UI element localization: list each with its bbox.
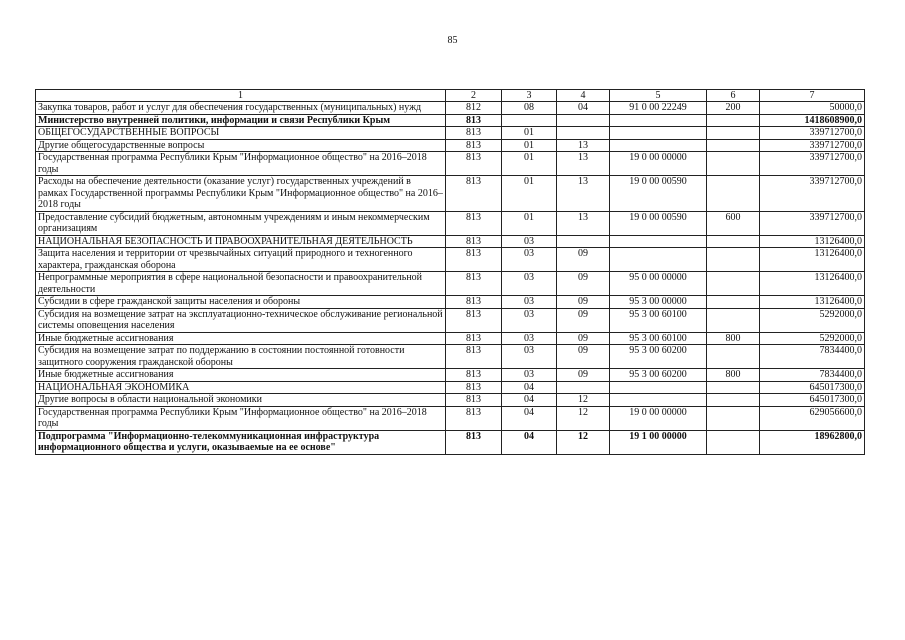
budget-table (35, 89, 865, 455)
cell-subsection: 13 (557, 139, 610, 152)
header-cell: 1 (36, 90, 446, 102)
cell-target-article: 91 0 00 22249 (610, 102, 707, 115)
cell-expense-type (707, 345, 760, 369)
cell-target-article (610, 139, 707, 152)
cell-section: 03 (502, 296, 557, 309)
cell-target-article (610, 114, 707, 127)
cell-section: 03 (502, 369, 557, 382)
cell-name: Другие общегосударственные вопросы (36, 139, 446, 152)
header-cell: 3 (502, 90, 557, 102)
cell-code: 813 (446, 272, 502, 296)
cell-name: Государственная программа Республики Крым "Информационное общество" на 2016–2018 годы (36, 406, 446, 430)
cell-subsection: 13 (557, 152, 610, 176)
cell-expense-type (707, 381, 760, 394)
cell-expense-type (707, 406, 760, 430)
table-row (36, 296, 865, 309)
cell-name: Министерство внутренней политики, информации и связи Республики Крым (36, 114, 446, 127)
header-cell: 5 (610, 90, 707, 102)
table-row (36, 381, 865, 394)
cell-target-article (610, 381, 707, 394)
cell-code: 813 (446, 235, 502, 248)
cell-amount: 18962800,0 (760, 430, 865, 454)
cell-section: 01 (502, 139, 557, 152)
header-cell: 2 (446, 90, 502, 102)
cell-name: Иные бюджетные ассигнования (36, 369, 446, 382)
cell-name: Другие вопросы в области национальной экономики (36, 394, 446, 407)
page-number: 85 (447, 35, 458, 46)
cell-name: Подпрограмма "Информационно-телекоммуникационная инфраструктура информационного общества и услуги, оказываемые на ее основе" (36, 430, 446, 454)
cell-subsection: 12 (557, 430, 610, 454)
cell-expense-type: 600 (707, 211, 760, 235)
cell-name: Субсидии в сфере гражданской защиты населения и обороны (36, 296, 446, 309)
cell-target-article: 95 3 00 60100 (610, 332, 707, 345)
cell-expense-type (707, 176, 760, 212)
cell-amount: 339712700,0 (760, 176, 865, 212)
cell-target-article: 95 3 00 60200 (610, 345, 707, 369)
cell-amount: 5292000,0 (760, 308, 865, 332)
table-row (36, 345, 865, 369)
cell-target-article: 19 0 00 00590 (610, 211, 707, 235)
cell-target-article: 19 0 00 00590 (610, 176, 707, 212)
cell-name: НАЦИОНАЛЬНАЯ БЕЗОПАСНОСТЬ И ПРАВООХРАНИТЕЛЬНАЯ ДЕЯТЕЛЬНОСТЬ (36, 235, 446, 248)
cell-amount: 339712700,0 (760, 152, 865, 176)
cell-name: Закупка товаров, работ и услуг для обеспечения государственных (муниципальных) нужд (36, 102, 446, 115)
cell-code: 813 (446, 406, 502, 430)
table-row (36, 369, 865, 382)
cell-target-article (610, 127, 707, 140)
cell-subsection: 09 (557, 332, 610, 345)
cell-name: Государственная программа Республики Крым "Информационное общество" на 2016–2018 годы (36, 152, 446, 176)
cell-name: Субсидия на возмещение затрат на эксплуатационно-техническое обслуживание региональной системы оповещения населения (36, 308, 446, 332)
cell-subsection: 12 (557, 394, 610, 407)
cell-section: 04 (502, 430, 557, 454)
cell-expense-type: 800 (707, 369, 760, 382)
cell-target-article (610, 235, 707, 248)
cell-section: 01 (502, 211, 557, 235)
cell-expense-type (707, 139, 760, 152)
cell-expense-type (707, 296, 760, 309)
cell-subsection: 09 (557, 248, 610, 272)
table-row (36, 176, 865, 212)
cell-code: 813 (446, 296, 502, 309)
cell-code: 813 (446, 345, 502, 369)
cell-code: 813 (446, 430, 502, 454)
cell-subsection: 09 (557, 296, 610, 309)
cell-subsection (557, 381, 610, 394)
cell-code: 813 (446, 139, 502, 152)
cell-section: 03 (502, 332, 557, 345)
table-row (36, 308, 865, 332)
cell-name: Защита населения и территории от чрезвычайных ситуаций природного и техногенного характера, гражданская оборона (36, 248, 446, 272)
header-cell: 4 (557, 90, 610, 102)
table-row (36, 114, 865, 127)
cell-amount: 7834400,0 (760, 369, 865, 382)
cell-name: Непрограммные мероприятия в сфере национальной безопасности и правоохранительной деятельности (36, 272, 446, 296)
cell-expense-type: 200 (707, 102, 760, 115)
cell-amount: 1418608900,0 (760, 114, 865, 127)
cell-subsection: 13 (557, 211, 610, 235)
cell-subsection (557, 235, 610, 248)
cell-amount: 7834400,0 (760, 345, 865, 369)
cell-section: 03 (502, 345, 557, 369)
cell-target-article (610, 394, 707, 407)
cell-amount: 5292000,0 (760, 332, 865, 345)
cell-expense-type (707, 430, 760, 454)
cell-section: 04 (502, 394, 557, 407)
cell-subsection: 04 (557, 102, 610, 115)
cell-target-article: 95 0 00 00000 (610, 272, 707, 296)
cell-subsection (557, 127, 610, 140)
cell-code: 813 (446, 152, 502, 176)
cell-section: 01 (502, 152, 557, 176)
cell-subsection: 09 (557, 345, 610, 369)
cell-amount: 339712700,0 (760, 139, 865, 152)
cell-code: 813 (446, 176, 502, 212)
cell-section (502, 114, 557, 127)
cell-subsection (557, 114, 610, 127)
cell-expense-type (707, 127, 760, 140)
cell-target-article: 19 0 00 00000 (610, 406, 707, 430)
cell-amount: 339712700,0 (760, 127, 865, 140)
cell-code: 813 (446, 332, 502, 345)
cell-section: 08 (502, 102, 557, 115)
cell-amount: 645017300,0 (760, 394, 865, 407)
table-header-row (36, 90, 865, 102)
table-row (36, 139, 865, 152)
cell-section: 03 (502, 248, 557, 272)
table-row (36, 211, 865, 235)
cell-amount: 13126400,0 (760, 272, 865, 296)
cell-expense-type (707, 308, 760, 332)
cell-code: 813 (446, 381, 502, 394)
table-body (36, 102, 865, 455)
cell-target-article: 19 1 00 00000 (610, 430, 707, 454)
cell-name: Предоставление субсидий бюджетным, автономным учреждениям и иным некоммерческим организациям (36, 211, 446, 235)
cell-section: 04 (502, 406, 557, 430)
cell-name: Субсидия на возмещение затрат по поддержанию в состоянии постоянной готовности защитного сооружения гражданской обороны (36, 345, 446, 369)
cell-expense-type (707, 114, 760, 127)
cell-target-article: 95 3 00 60200 (610, 369, 707, 382)
cell-amount: 629056600,0 (760, 406, 865, 430)
header-cell: 6 (707, 90, 760, 102)
cell-expense-type (707, 394, 760, 407)
cell-code: 812 (446, 102, 502, 115)
cell-amount: 13126400,0 (760, 248, 865, 272)
cell-code: 813 (446, 308, 502, 332)
cell-expense-type (707, 152, 760, 176)
cell-expense-type (707, 235, 760, 248)
cell-subsection: 13 (557, 176, 610, 212)
cell-name: Расходы на обеспечение деятельности (оказание услуг) государственных учреждений в рамках Государственной программы Республики Крым "Информационное общество" на 2016–2018 годы (36, 176, 446, 212)
table-row (36, 152, 865, 176)
cell-name: НАЦИОНАЛЬНАЯ ЭКОНОМИКА (36, 381, 446, 394)
table-row (36, 102, 865, 115)
cell-code: 813 (446, 248, 502, 272)
cell-section: 01 (502, 127, 557, 140)
cell-section: 04 (502, 381, 557, 394)
cell-expense-type: 800 (707, 332, 760, 345)
cell-name: Иные бюджетные ассигнования (36, 332, 446, 345)
cell-amount: 339712700,0 (760, 211, 865, 235)
cell-amount: 13126400,0 (760, 235, 865, 248)
cell-subsection: 09 (557, 369, 610, 382)
cell-section: 01 (502, 176, 557, 212)
cell-expense-type (707, 248, 760, 272)
header-cell: 7 (760, 90, 865, 102)
cell-code: 813 (446, 369, 502, 382)
table-row (36, 248, 865, 272)
table-row (36, 235, 865, 248)
cell-name: ОБЩЕГОСУДАРСТВЕННЫЕ ВОПРОСЫ (36, 127, 446, 140)
table-row (36, 406, 865, 430)
cell-amount: 50000,0 (760, 102, 865, 115)
cell-subsection: 12 (557, 406, 610, 430)
cell-amount: 645017300,0 (760, 381, 865, 394)
cell-target-article (610, 248, 707, 272)
cell-expense-type (707, 272, 760, 296)
cell-code: 813 (446, 114, 502, 127)
cell-target-article: 19 0 00 00000 (610, 152, 707, 176)
cell-section: 03 (502, 235, 557, 248)
table-row (36, 332, 865, 345)
cell-section: 03 (502, 272, 557, 296)
cell-section: 03 (502, 308, 557, 332)
table-row (36, 272, 865, 296)
cell-target-article: 95 3 00 60100 (610, 308, 707, 332)
cell-code: 813 (446, 211, 502, 235)
cell-amount: 13126400,0 (760, 296, 865, 309)
cell-subsection: 09 (557, 272, 610, 296)
table-row (36, 394, 865, 407)
table-row (36, 430, 865, 454)
cell-code: 813 (446, 394, 502, 407)
cell-target-article: 95 3 00 00000 (610, 296, 707, 309)
cell-subsection: 09 (557, 308, 610, 332)
cell-code: 813 (446, 127, 502, 140)
table-row (36, 127, 865, 140)
